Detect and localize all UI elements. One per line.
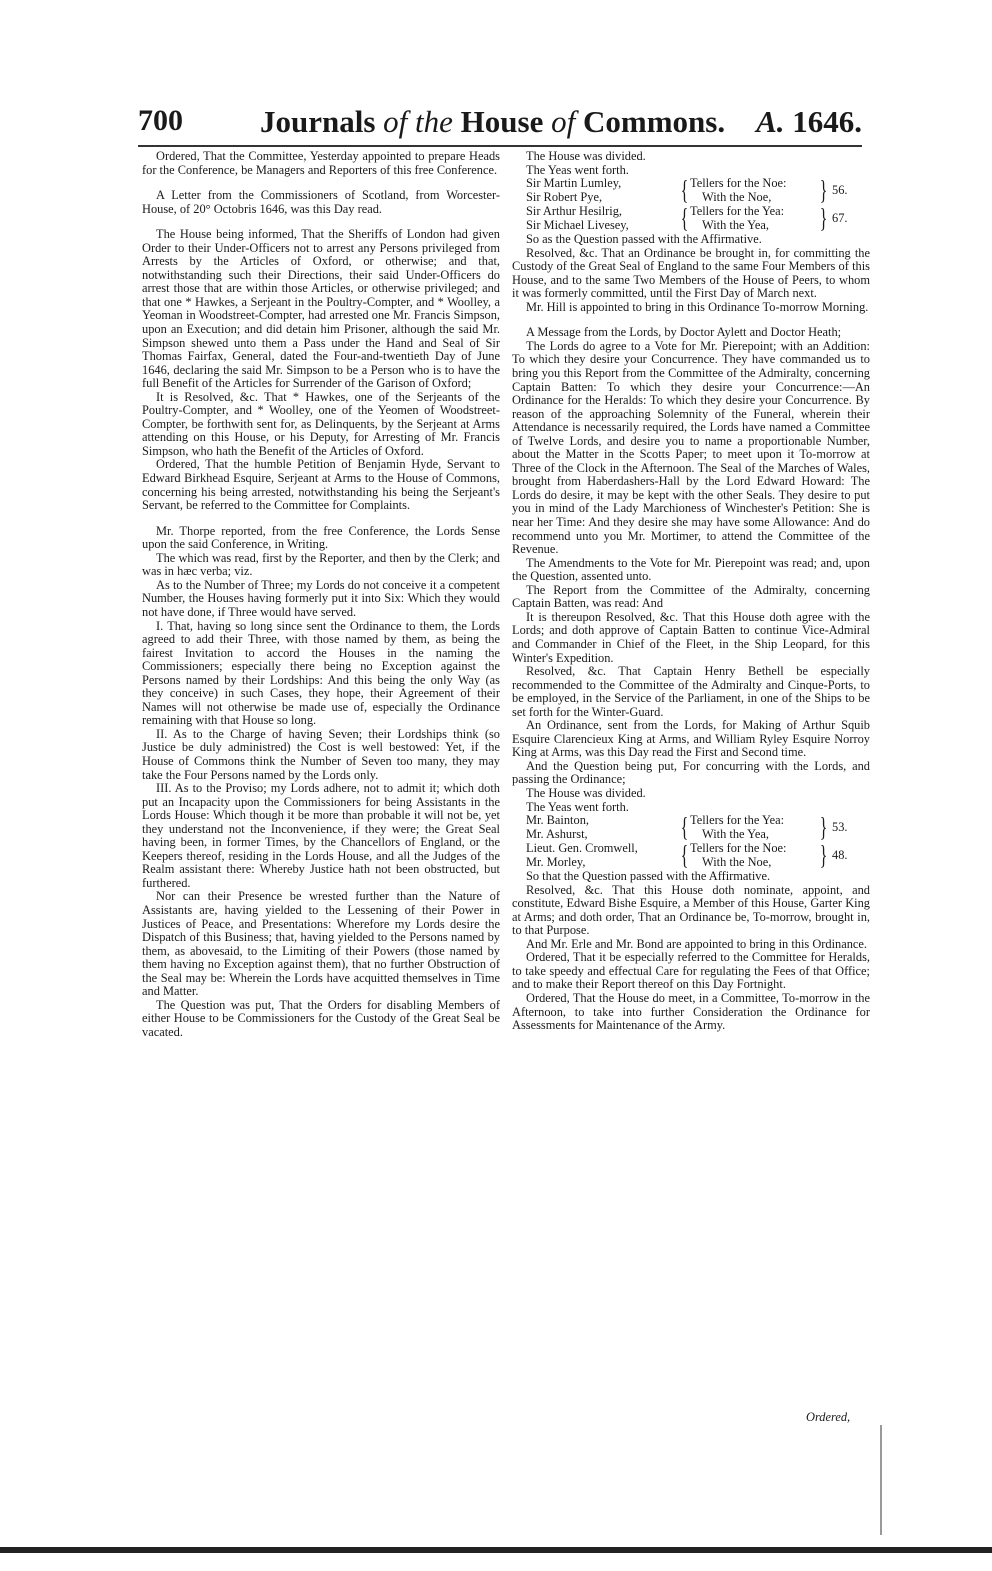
entry-committee-meet: Ordered, That the House do meet, in a Committee, To-morrow in the Afternoon, to take into further Consideration the Ordinance for Assessments for Maintenance of the Army. <box>512 990 870 1033</box>
yeas-line: The Yeas went forth. <box>526 162 629 177</box>
tellers-noe-block <box>512 842 870 870</box>
teller-role: With the Noe, <box>702 190 772 205</box>
page-number: 700 <box>138 104 183 137</box>
running-title: Journals of the House of Commons. <box>260 104 726 139</box>
scan-edge-bar <box>0 1547 992 1553</box>
left-column <box>142 150 500 1039</box>
teller-name: Sir Robert Pye, <box>526 190 603 205</box>
vote-count: 53. <box>832 820 848 835</box>
margin-mark <box>880 1425 882 1535</box>
entry-scotland-letter: A Letter from the Commissioners of Scotland, from Worcester-House, of 20° Octobris 1646, was this Day read. <box>142 188 500 216</box>
teller-name: Sir Arthur Hesilrig, <box>526 204 623 219</box>
entry-erle-bond: And Mr. Erle and Mr. Bond are appointed to bring in this Ordinance. <box>526 936 868 951</box>
teller-name: Sir Martin Lumley, <box>526 176 622 191</box>
tellers-noe-block <box>512 177 870 205</box>
teller-name: Lieut. Gen. Cromwell, <box>526 841 638 856</box>
entry-great-seal: Resolved, &c. That an Ordinance be brought in, for committing the Custody of the Great Seal of England to the same Four Members of this House, and to the same Two Members of the House of Peers, to whom it was formerly committed, until the First Day of March next. <box>512 245 870 301</box>
entry-batten: It is thereupon Resolved, &c. That this House doth agree with the Lords; and doth approve of Captain Batten to continue Vice-Admiral and Commander in Chief of the Fleet, in the Ship Leopard, for this Winter's Expedition. <box>512 609 870 665</box>
vote-count: 48. <box>832 848 848 863</box>
brace-mark: { <box>680 175 689 206</box>
catchword: Ordered, <box>806 1410 851 1424</box>
teller-role: With the Noe, <box>702 855 772 870</box>
teller-role: Tellers for the Yea: <box>690 204 785 219</box>
teller-role: Tellers for the Noe: <box>690 176 787 191</box>
vote-count: 56. <box>832 183 848 198</box>
brace-mark: } <box>819 812 828 843</box>
vote-count: 67. <box>832 211 848 226</box>
entry-sheriffs-london: The House being informed, That the Sheriffs of London had given Order to their Under-Officers not to arrest any Persons privileged from Arrests by the Articles of Oxford, or otherwise; and that, notwithstanding such their Directions, their said Under-Officers do arrest those that are within those Articles, or otherwise privileged; and that one * Hawkes, a Serjeant in the Poultry-Compter, and * Woolley, a Yeoman in Woodstreet-Compter, had arrested one Mr. Francis Simpson, upon an Execution; and did detain him Prisoner, although the said Mr. Simpson shewed unto them a Pass under the Hand and Seal of Sir Thomas Fairfax, General, dated the Four-and-twentieth Day of June 1646, declaring the said Mr. Simpson to be a Person who is to have the full Benefit of the Articles for Surrender of the Garison of Oxford; <box>142 227 500 391</box>
brace-mark: } <box>819 203 828 234</box>
teller-role: With the Yea, <box>702 827 769 842</box>
brace-mark: { <box>680 840 689 871</box>
entry-heralds-fees: Ordered, That it be especially referred to the Committee for Heralds, to take speedy and effectual Care for regulating the Fees of that Office; and to make their Report thereof on this Day Fortnight. <box>512 950 870 992</box>
entry-number-three: As to the Number of Three; my Lords do not conceive it a competent Number, the Houses having formerly put it into Six: Which they would not have done, if Three would have served. <box>142 577 500 619</box>
entry-admiralty-report: The Report from the Committee of the Admiralty, concerning Captain Batten, was read: And <box>512 582 870 611</box>
affirmative-line: So that the Question passed with the Affirmative. <box>526 869 771 884</box>
entry-read-clerk: The which was read, first by the Reporter, and then by the Clerk; and was in hæc verba; viz. <box>142 550 500 579</box>
teller-name: Mr. Bainton, <box>526 813 589 828</box>
affirmative-line: So as the Question passed with the Affirmative. <box>526 232 762 247</box>
running-year: A. 1646. <box>756 104 862 139</box>
entry-question-put: The Question was put, That the Orders for disabling Members of either House to be Commissioners for the Custody of the Great Seal be vacated. <box>142 997 500 1039</box>
brace-mark: { <box>680 812 689 843</box>
header-rule <box>138 145 862 147</box>
teller-role: Tellers for the Yea: <box>690 813 785 828</box>
brace-mark: } <box>819 840 828 871</box>
entry-amendments: The Amendments to the Vote for Mr. Pierepoint was read; and, upon the Question, assented unto. <box>512 555 870 584</box>
yeas-line: The Yeas went forth. <box>526 799 629 814</box>
entry-bethell: Resolved, &c. That Captain Henry Bethell be especially recommended to the Committee of the Admiralty and Cinque-Ports, to be employed, in the Service of the Parliament, in one of the Ships to be set forth for the Winter-Guard. <box>512 664 870 719</box>
entry-bishe: Resolved, &c. That this House doth nominate, appoint, and constitute, Edward Bishe Esquire, a Member of this House, Garter King at Arms; and doth order, That an Ordinance be, To-morrow, brought in, to that Purpose. <box>512 882 870 938</box>
entry-article-two: II. As to the Charge of having Seven; their Lordships think (so Justice be duly administred) the Cost is well bestowed: Yet, if the House of Commons think the Number of Seven too many, they may take the Four Persons named by the Lords only. <box>142 726 500 782</box>
division-line: The House was divided. <box>526 149 646 163</box>
right-column <box>512 150 870 1033</box>
tellers-yea-block <box>512 814 870 842</box>
entry-question-concur: And the Question being put, For concurring with the Lords, and passing the Ordinance; <box>512 758 870 787</box>
entry-lords-agree: The Lords do agree to a Vote for Mr. Pierepoint; with an Addition: To which they desire your Concurrence. They have commanded us to bring you this Report from the Committee of the Admiralty, concerning Captain Batten: To which they desire your Concurrence:—An Ordinance for the Heralds: To which they desire your Concurrence. By reason of the approaching Solemnity of the Funeral, wherein their Attendance is necessarily required, the Lords have named a Committee of Twelve Lords, and desire you to name a proportionable Number, about the Matter in the Scotts Paper; to meet upon it To-morrow at Three of the Clock in the Afternoon. The Seal of the Marches of Wales, brought from Haberdashers-Hall by the Lord Edward Howard: The Lords do desire, it may be kept with the other Seals. They desire to put you in mind of the Lady Marchioness of Winchester's Petition: She is near her Time: And they desire she may have some Allowance: And do recommend unto you Mr. Mortimer, to attend the Committee of the Revenue. <box>512 338 870 557</box>
teller-name: Sir Michael Livesey, <box>526 218 629 233</box>
tellers-yea-block <box>512 205 870 233</box>
teller-role: With the Yea, <box>702 218 769 233</box>
division-line: The House was divided. <box>526 785 646 800</box>
entry-ordered-hyde: Ordered, That the humble Petition of Benjamin Hyde, Servant to Edward Birkhead Esquire, Serjeant at Arms to the House of Commons, concerning his being arrested, notwithstanding his being the Serjeant's Servant, be referred to the Committee for Complaints. <box>142 457 500 513</box>
teller-role: Tellers for the Noe: <box>690 841 787 856</box>
brace-mark: { <box>680 203 689 234</box>
entry-hill: Mr. Hill is appointed to bring in this Ordinance To-morrow Morning. <box>526 299 869 314</box>
entry-heralds-ordinance: An Ordinance, sent from the Lords, for Making of Arthur Squib Esquire Clarencieux King at Arms, and William Ryley Esquire Norroy King at Arms, was this Day read the First and Second time. <box>512 718 870 760</box>
entry-message-lords: A Message from the Lords, by Doctor Aylett and Doctor Heath; <box>526 325 842 340</box>
brace-mark: } <box>819 175 828 206</box>
entry-ordered-managers: Ordered, That the Committee, Yesterday appointed to prepare Heads for the Conference, be Managers and Reporters of this free Conference. <box>142 149 500 177</box>
entry-thorpe-report: Mr. Thorpe reported, from the free Conference, the Lords Sense upon the said Conference, in Writing. <box>142 523 500 552</box>
entry-article-one: I. That, having so long since sent the Ordinance to them, the Lords agreed to add their Three, with those named by them, as being the fairest Invitation to accord the Houses in the naming the Commissioners; especially there being no Exception against the Persons named by their Lordships: And this being the only Way (as they conceive) in such Cases, they hope, their Agreement of their Names will not otherwise be made use of, especially the Ordinance remaining with that House so long. <box>142 618 500 728</box>
entry-resolved-hawkes: It is Resolved, &c. That * Hawkes, one of the Serjeants of the Poultry-Compter, and * Woolley, one of the Yeomen of Woodstreet-Compter, be forthwith sent for, as Delinquents, by the Serjeant at Arms attending on this House, or his Deputy, for Arresting of Mr. Francis Simpson, who hath the Benefit of the Articles of Oxford. <box>142 389 500 458</box>
teller-name: Mr. Ashurst, <box>526 827 588 842</box>
teller-name: Mr. Morley, <box>526 855 586 870</box>
entry-article-three: III. As to the Proviso; my Lords adhere, not to admit it; which doth put an Incapacity upon the Commissioners for being Assistants in the Lords House: Which though it be more than probable it will not be, yet they understand not the Inconvenience, if they were; the Great Seal having been, in former Times, by the Chancellors of England, or the Keepers thereof, residing in the Lords House, and all the Judges of the Realm assistant there: Whereby Justice hath not been obstructed, but furthered. <box>142 781 500 890</box>
entry-presence: Nor can their Presence be wrested further than the Nature of Assistants are, having yielded to the Lessening of their Power in Justices of Peace, and Presentations: Wherefore my Lords desire the Dispatch of this Business; that, having yielded to the Persons named by them, as abovesaid, to the Limiting of their Powers (those named by them having no Exception against them), that no further Obstruction of the Seal may be: Wherein the Lords have acquitted themselves in Time and Matter. <box>142 889 500 999</box>
page-header <box>138 104 862 148</box>
